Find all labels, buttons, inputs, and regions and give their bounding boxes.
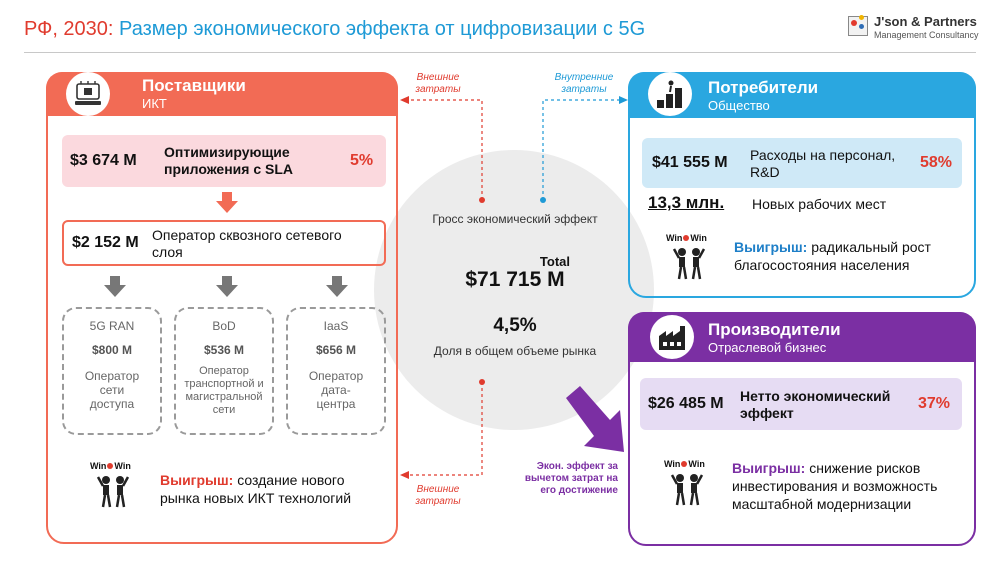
note-external-bottom: Внешние затраты — [415, 484, 461, 507]
producers-label: Нетто экономический эффект — [740, 388, 891, 421]
suppliers-win-text — [160, 471, 380, 507]
consumers-win-text — [734, 238, 966, 274]
suppliers-subtitle: ИКТ — [142, 96, 167, 111]
title-prefix: РФ, 2030: — [24, 18, 114, 40]
sub-box-desc: Оператор транспортной и магистральной сети — [184, 365, 264, 416]
win-badge-right: Win — [688, 459, 705, 469]
factory-icon — [650, 315, 694, 359]
suppliers-title: Поставщики — [142, 76, 246, 95]
win-badge-right: Win — [114, 461, 131, 471]
producers-subtitle: Отраслевой бизнес — [708, 340, 827, 355]
consumers-label: Расходы на персонал, R&D — [750, 147, 896, 180]
suppliers-top-pct: 5% — [350, 152, 374, 169]
win-win-badge — [664, 459, 705, 469]
win-label: Выигрыш: — [732, 460, 806, 476]
sub-box-desc: Оператор дата-центра — [308, 369, 364, 411]
win-win-people-icon — [96, 474, 130, 508]
win-win-people-icon — [670, 472, 704, 506]
down-arrow-icon — [216, 276, 238, 298]
consumers-pct: 58% — [920, 154, 953, 171]
new-jobs-label: Новых рабочих мест — [752, 196, 887, 212]
note-econ-effect: Экон. эффект за вычетом затрат на его достижение — [524, 461, 618, 496]
win-description: создание нового рынка новых ИКТ технологий — [160, 472, 352, 506]
win-badge-left: Win — [90, 461, 107, 471]
producers-pct: 37% — [918, 395, 951, 412]
win-win-people-icon — [672, 246, 706, 280]
sub-box-bod — [174, 307, 274, 435]
sub-box-name: IaaS — [323, 319, 349, 333]
producers-win-text — [732, 459, 968, 513]
consumers-subtitle: Общество — [708, 98, 770, 113]
chip-icon — [66, 72, 110, 116]
growth-stairs-icon — [648, 72, 692, 116]
market-share-label: Доля в общем объеме рынка — [433, 344, 597, 358]
producers-title: Производители — [708, 320, 841, 339]
sub-box-name: 5G RAN — [89, 319, 135, 333]
sub-box-ran — [62, 307, 162, 435]
sub-box-value: $800 М — [91, 343, 133, 357]
win-win-badge — [90, 461, 131, 471]
win-label: Выигрыш: — [734, 239, 808, 255]
total-label: Total — [539, 254, 570, 269]
sub-box-desc: Оператор сети доступа — [84, 369, 140, 411]
suppliers-mid-label: Оператор сквозного сетевого слоя — [152, 227, 342, 260]
suppliers-top-label: Оптимизирующие приложения с SLA — [164, 144, 294, 177]
win-description: радикальный рост благосостояния населения — [734, 239, 931, 273]
consumers-value: $41 555 М — [652, 154, 728, 171]
note-internal: Внутренние затраты — [554, 72, 614, 95]
sub-box-value: $656 М — [315, 343, 357, 357]
total-value: $71 715 М — [465, 268, 565, 291]
down-arrow-icon — [216, 192, 238, 214]
title-main: Размер экономического эффекта от цифровизации с 5G — [119, 18, 646, 40]
sub-box-iaas — [286, 307, 386, 435]
logo-name: J'son & Partners — [874, 14, 977, 29]
producers-value: $26 485 М — [648, 395, 724, 412]
win-label: Выигрыш: — [160, 472, 234, 488]
suppliers-top-value: $3 674 М — [70, 152, 137, 169]
win-badge-left: Win — [664, 459, 681, 469]
win-badge-right: Win — [690, 233, 707, 243]
consumers-title: Потребители — [708, 78, 819, 97]
market-share-value: 4,5% — [493, 315, 537, 336]
new-jobs-value: 13,3 млн. — [648, 193, 725, 212]
sub-box-name: BoD — [212, 319, 236, 333]
down-arrow-icon — [326, 276, 348, 298]
down-arrow-icon — [104, 276, 126, 298]
note-external-top: Внешние затраты — [415, 72, 461, 95]
sub-box-value: $536 М — [203, 343, 245, 357]
logo-subtitle: Management Consultancy — [874, 30, 979, 40]
win-badge-left: Win — [666, 233, 683, 243]
win-description: снижение рисков инвестирования и возможность масштабной модернизации — [732, 460, 938, 512]
gross-effect-label: Гросс экономический эффект — [432, 212, 598, 226]
suppliers-mid-value: $2 152 М — [72, 234, 139, 251]
win-win-badge — [666, 233, 707, 243]
